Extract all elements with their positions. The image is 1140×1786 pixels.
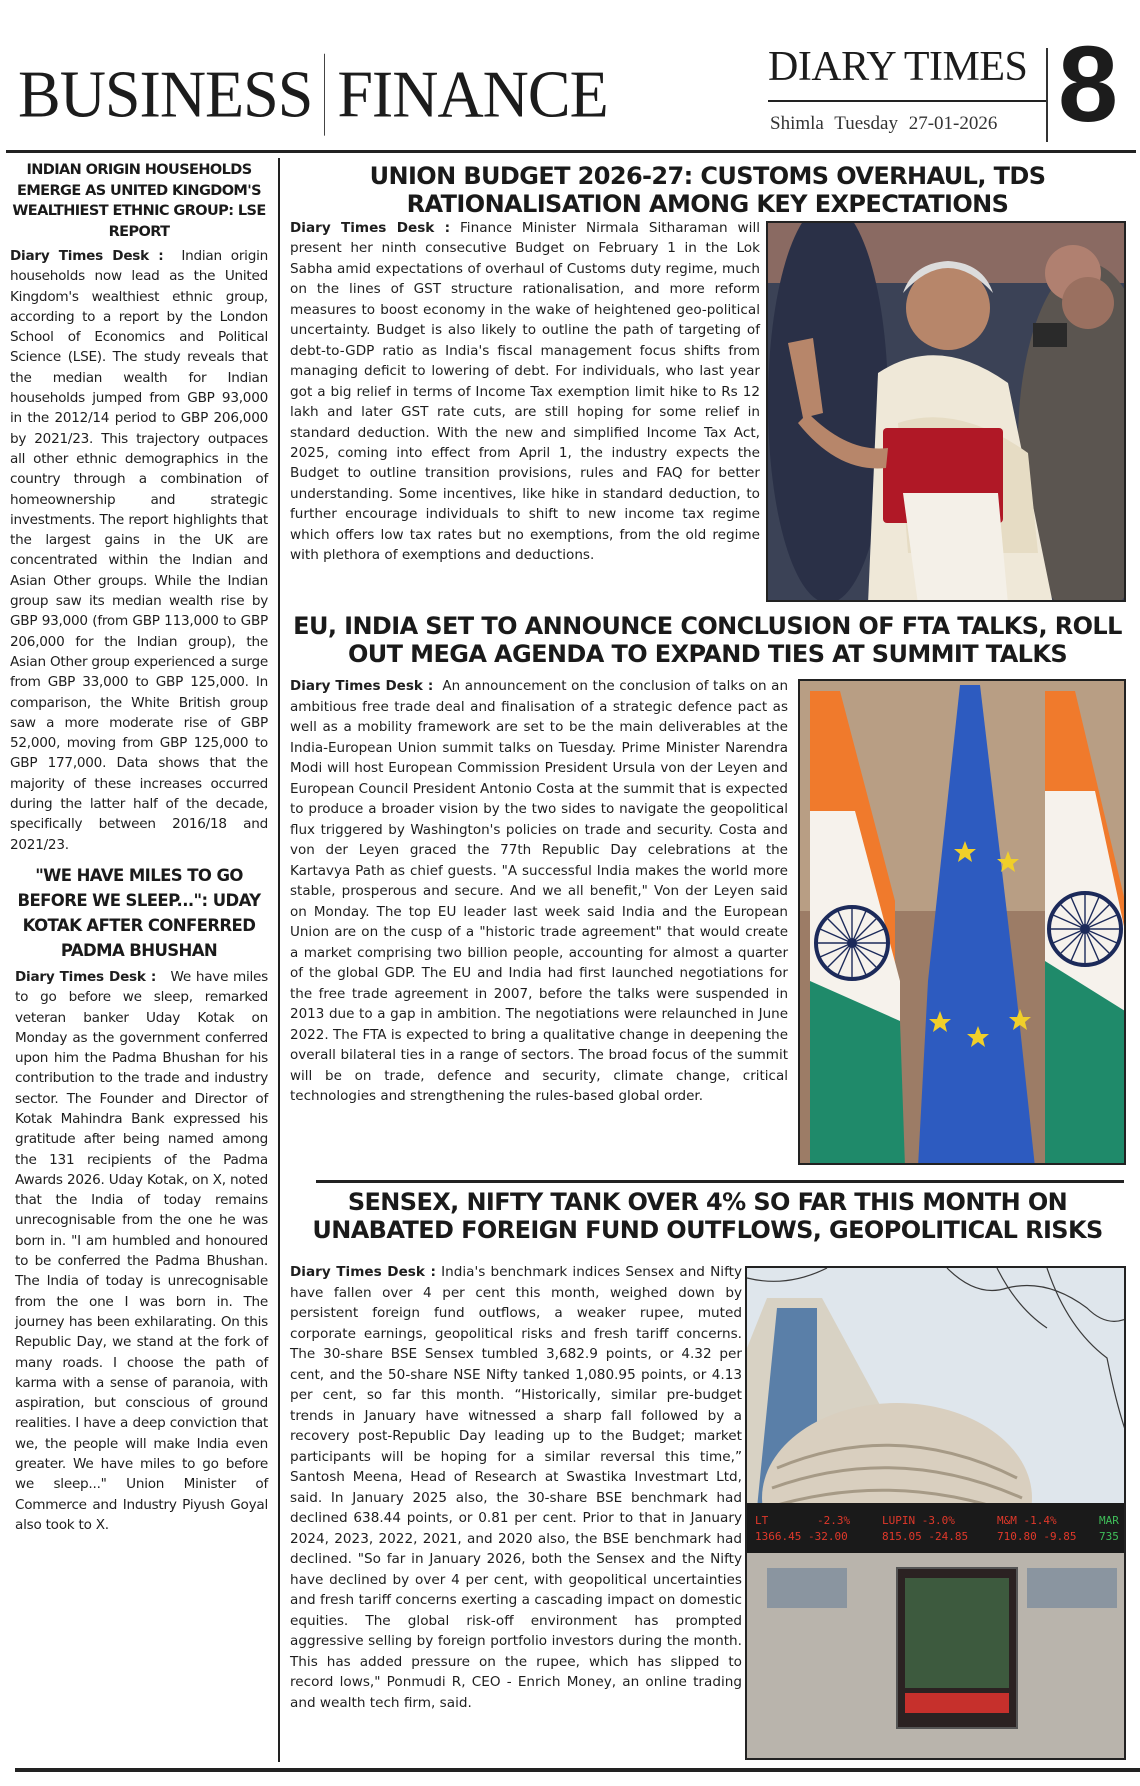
article-headline-sensex-nifty: SENSEX, NIFTY TANK OVER 4% SO FAR THIS MONTH ON UNABATED FOREIGN FUND OUTFLOWS, GEOPOLITICAL RISKS bbox=[312, 1188, 1103, 1244]
svg-text:MAR: MAR bbox=[1099, 1514, 1119, 1527]
photo-india-eu-flags bbox=[798, 679, 1126, 1165]
article-uday-kotak bbox=[10, 863, 268, 1535]
article-body-sensex-nifty bbox=[290, 1262, 742, 1713]
svg-text:1366.45 -32.00: 1366.45 -32.00 bbox=[755, 1530, 848, 1543]
masthead-rule bbox=[6, 150, 1136, 153]
article-text: We have miles to go before we sleep, remarked veteran banker Uday Kotak on Monday as the government conferred upon him the Padma Bhushan for his contribution to the trade and industry sector. The Founder and Director of Kotak Mahindra Bank expressed his gratitude after being named among the 131 recipients of the Padma Awards 2026. Uday Kotak, on X, noted that the India of today remains unrecognisable from the one he was born in. "I am humbled and honoured to be conferred the Padma Bhushan. The India of today is unrecognisable from the one I was born in. The journey has been exhilarating. On this Republic Day, we stand at the fork of many roads. I choose the path of karma with a sense of paranoia, with aspiration, but conscious of ground realities. I have a deep conviction that we, the people will make India even greater. We have miles to go before we sleep..." Union Minister of Commerce and Industry Piyush Goyal also took to X. bbox=[15, 968, 269, 1533]
svg-text:710.80 -9.85: 710.80 -9.85 bbox=[997, 1530, 1077, 1543]
article-headline-eu-india: EU, INDIA SET TO ANNOUNCE CONCLUSION OF FTA TALKS, ROLL OUT MEGA AGENDA TO EXPAND TIES AT SUMMIT TALKS bbox=[293, 612, 1122, 668]
svg-text:735: 735 bbox=[1099, 1530, 1119, 1543]
section-rule bbox=[316, 1180, 1124, 1183]
ticker-lt-symbol: LT bbox=[755, 1514, 769, 1527]
section-title bbox=[18, 56, 608, 142]
left-column bbox=[10, 160, 268, 1535]
article-headline: INDIAN ORIGIN HOUSEHOLDS EMERGE AS UNITED KINGDOM'S WEALTHIEST ETHNIC GROUP: LSE REPORT bbox=[12, 162, 266, 240]
section-title-finance: FINANCE bbox=[337, 56, 608, 132]
article-body bbox=[10, 246, 268, 855]
article-byline: Diary Times Desk : bbox=[10, 248, 164, 264]
bse-building-image bbox=[747, 1268, 1126, 1760]
article-byline: Diary Times Desk : bbox=[290, 220, 451, 236]
dateline-day: Tuesday bbox=[834, 113, 898, 134]
dateline-date: 27-01-2026 bbox=[908, 113, 998, 134]
page-number: 8 bbox=[1058, 23, 1119, 144]
photo-bse-building bbox=[745, 1266, 1126, 1760]
article-byline: Diary Times Desk : bbox=[290, 678, 434, 694]
article-byline: Diary Times Desk : bbox=[290, 1264, 436, 1280]
dateline-city: Shimla bbox=[770, 113, 824, 134]
article-body-union-budget bbox=[290, 218, 760, 566]
article-body bbox=[10, 967, 268, 1535]
article-text: Finance Minister Nirmala Sitharaman will present her ninth consecutive Budget on February 1 in the Lok Sabha amid expectations of overhaul of Customs duty regime, much on the lines of GST structure rationalisation, and more reform measures to boost economy in the wake of heightened geo-political uncertainty. Budget is also likely to outline the path of targeting of debt-to-GDP ratio as India's fiscal management focus shifts from managing deficit to lowering of debt. For individuals, who last year got a big relief in terms of Income Tax exemption limit hike to Rs 12 lakh and later GST rate cuts, are still hoping for some relief in standard deduction. With the new and simplified Income Tax Act, 2025, coming into effect from April 1, the industry expects the Budget to outline transition provisions, rules and FAQ for better understanding. Some incentives, like hike in standard deduction, to further encourage individuals to shift to new income tax regime which offers low tax rates but no exemptions, from the old regime with plethora of exemptions and deductions. bbox=[290, 220, 761, 564]
article-text: India's benchmark indices Sensex and Nifty have fallen over 4 per cent this month, weighed down by persistent foreign fund outflows, a weaker rupee, muted corporate earnings, geopolitical risks and fresh tariff concerns. The 30-share BSE Sensex tumbled 3,682.9 points, or 4.32 per cent, and the 50-share NSE Nifty tanked 1,080.95 points, or 4.13 per cent, so far this month. “Historically, similar pre-budget trends in January have witnessed a sharp fall followed by a recovery post-Republic Day leading up to the Budget; market participants will be hoping for a similar reversal this time,” Santosh Meena, Head of Research at Swastika Investmart Ltd, said. In January 2025 also, the 30-share BSE benchmark had declined 638.44 points, or 0.81 per cent. Prior to that in January 2024, 2023, 2022, 2021, and 2020 also, the BSE benchmark had declined. "So far in January 2026, both the Sensex and the Nifty have declined by over 4 per cent, with geopolitical uncertainties and fresh tariff concerns exerting a cascading impact on domestic equities. The global risk-off environment has prompted aggressive selling by foreign portfolio investors during the month. This has added pressure on the rupee, which has slipped to record lows," Ponmudi R, CEO - Enrich Money, an online trading and wealth tech firm, said. bbox=[290, 1264, 742, 1711]
article-headline: "WE HAVE MILES TO GO BEFORE WE SLEEP...": UDAY KOTAK AFTER CONFERRED PADMA BHUSHAN bbox=[17, 865, 261, 960]
svg-text:-2.3%: -2.3% bbox=[817, 1514, 851, 1527]
article-body-eu-india bbox=[290, 676, 788, 1107]
footer-rule bbox=[15, 1768, 1140, 1772]
article-text: An announcement on the conclusion of talks on an ambitious free trade deal and finalisation of a strategic defence pact as well as a mobility framework are set to be the main deliverables at the India-European Union summit talks on Tuesday. Prime Minister Narendra Modi will host European Commission President Ursula von der Leyen and European Council President Antonio Costa at the summit that is expected to produce a broader vision by the two sides to navigate the geopolitical flux triggered by Washington's policies on trade and security. Costa and von der Leyen graced the 77th Republic Day celebrations at the Kartavya Path as chief guests. "A successful India makes the world more stable, prosperous and secure. And we all benefit," Von der Leyen said on Monday. The top EU leader last week said India and the European Union are on the cusp of a "historic trade agreement" that would create a market comprising two billion people, accounting for almost a quarter of the global GDP. The EU and India had first launched negotiations for the free trade agreement in 2007, before the talks were suspended in 2013 due to a gap in ambition. The negotiations were relaunched in June 2022. The FTA is expected to bring a qualitative change in deepening the overall bilateral ties in a range of sectors. The broad focus of the summit will be on trade, defence and security, climate change, critical technologies and strengthening the rules-based global order. bbox=[290, 678, 789, 1104]
article-headline-union-budget: UNION BUDGET 2026-27: CUSTOMS OVERHAUL, TDS RATIONALISATION AMONG KEY EXPECTATIONS bbox=[369, 162, 1046, 218]
photo-finance-minister bbox=[766, 221, 1126, 602]
article-byline: Diary Times Desk : bbox=[15, 968, 157, 985]
dateline bbox=[770, 113, 997, 135]
title-divider bbox=[324, 54, 325, 136]
newspaper-brand: DIARY TIMES bbox=[768, 44, 1028, 90]
brand-rule bbox=[768, 100, 1048, 102]
article-lse-report bbox=[10, 160, 268, 855]
finance-minister-image bbox=[768, 223, 1126, 602]
masthead-divider bbox=[1046, 48, 1048, 142]
india-eu-flags-image bbox=[800, 681, 1126, 1165]
section-title-business: BUSINESS bbox=[18, 56, 313, 132]
svg-text:815.05 -24.85: 815.05 -24.85 bbox=[882, 1530, 969, 1543]
stock-ticker-board bbox=[747, 1503, 1126, 1553]
column-divider bbox=[278, 158, 280, 1762]
svg-text:LUPIN -3.0%: LUPIN -3.0% bbox=[882, 1514, 955, 1527]
svg-text:M&M -1.4%: M&M -1.4% bbox=[997, 1514, 1057, 1527]
article-text: Indian origin households now lead as the United Kingdom's wealthiest ethnic group, according to a report by the London School of Economics and Political Science (LSE). The study reveals that the median wealth for Indian households jumped from GBP 93,000 in the 2012/14 period to GBP 206,000 by 2021/23. This trajectory outpaces all other ethnic demographics in the country through a combination of homeownership and strategic investments. The report highlights that the largest gains in the UK are concentrated within the Indian and Asian Other groups. While the Indian group saw its median wealth rise by GBP 93,000 (from GBP 113,000 to GBP 206,000 for the Indian group), the Asian Other group experienced a surge from GBP 33,000 to GBP 125,000. In comparison, the White British group saw a more moderate rise of GBP 52,000, moving from GBP 125,000 to GBP 177,000. Data shows that the majority of these increases occurred during the latter half of the decade, specifically between 2016/18 and 2021/23. bbox=[10, 248, 268, 853]
